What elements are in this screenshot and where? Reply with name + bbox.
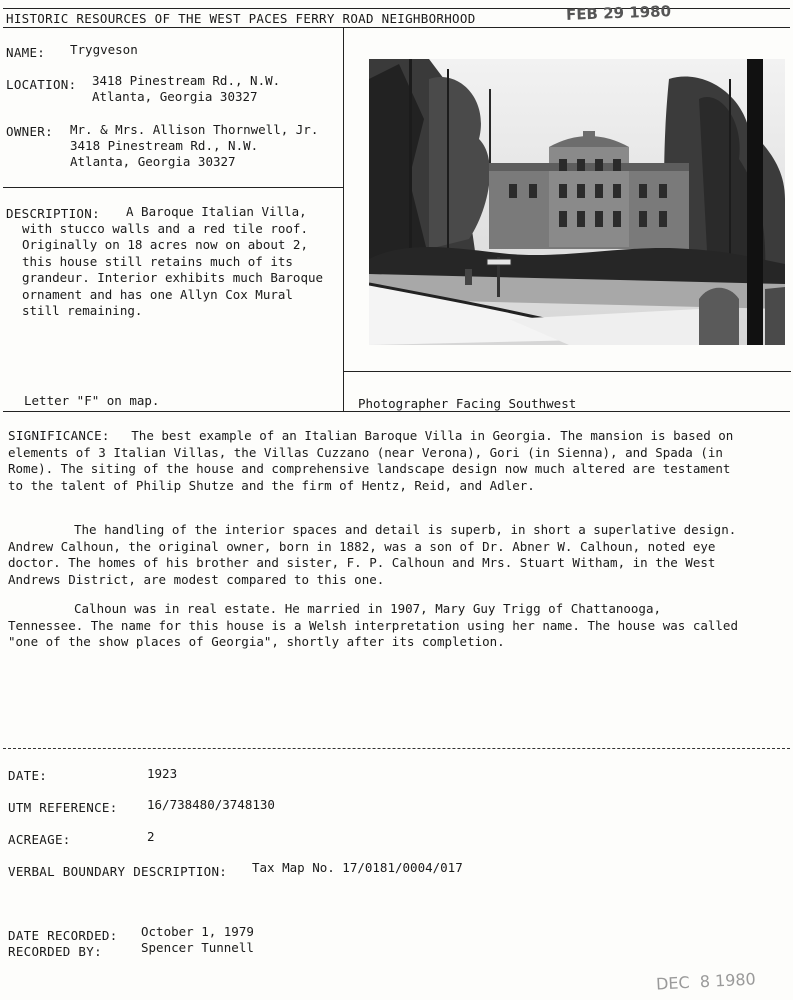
owner-label: OWNER: [6, 124, 53, 139]
header-rule-top [3, 8, 790, 9]
house-photograph [369, 59, 785, 345]
owner-line-3: Atlanta, Georgia 30327 [70, 154, 236, 169]
recorded-date-value: October 1, 1979 [141, 924, 254, 939]
utm-label: UTM REFERENCE: [8, 800, 118, 815]
significance-paragraph-1 [8, 428, 738, 494]
column-divider [343, 27, 344, 411]
owner-line-2: 3418 Pinestream Rd., N.W. [70, 138, 259, 153]
left-section-rule [3, 187, 344, 188]
owner-line-1: Mr. & Mrs. Allison Thornwell, Jr. [70, 122, 319, 137]
location-line-2: Atlanta, Georgia 30327 [92, 89, 258, 104]
recorded-date-label: DATE RECORDED: [8, 928, 118, 943]
recorded-by-label: RECORDED BY: [8, 944, 102, 959]
property-name: Trygveson [70, 42, 138, 57]
significance-text-1: The best example of an Italian Baroque Villa in Georgia. The mansion is based on elements of 3 Italian Villas, the Villas Cuzzano (near Verona), Gori (in Sienna), and Spada (in Rome). The siting of the house and comprehensive landscape design now much altered are testament to the talent of Philip Shutze and the firm of Hentz, Reid, and Adler. [8, 428, 734, 493]
acreage-label: ACREAGE: [8, 832, 71, 847]
description-label: DESCRIPTION: [6, 206, 100, 221]
utm-value: 16/738480/3748130 [147, 797, 275, 812]
acreage-value: 2 [147, 829, 155, 844]
details-rule [3, 748, 790, 749]
received-date-stamp: FEB 29 1980 [565, 2, 672, 24]
significance-paragraph-3: Calhoun was in real estate. He married in 1907, Mary Guy Trigg of Chattanooga, Tennessee. The name for this house is a Welsh interpretation using her name. The house was called "one of the show places of Georgia", shortly after its completion. [8, 601, 738, 649]
photo-caption: Photographer Facing Southwest [358, 396, 577, 411]
header-rule-bottom [3, 27, 790, 28]
boundary-value: Tax Map No. 17/0181/0004/017 [252, 860, 463, 875]
boundary-label: VERBAL BOUNDARY DESCRIPTION: [8, 864, 228, 879]
description-text: A Baroque Italian Villa, with stucco walls and a red tile roof. Originally on 18 acres now on about 2, this house still retains much of its grandeur. Interior exhibits much Baroque ornament and has one Allyn Cox Mural still remaining. [22, 204, 324, 318]
name-label: NAME: [6, 45, 46, 60]
significance-rule-top [3, 411, 790, 412]
date-label: DATE: [8, 768, 48, 783]
bottom-date-stamp: DEC 8 1980 [655, 969, 757, 994]
significance-paragraph-2: The handling of the interior spaces and detail is superb, in short a superlative design. Andrew Calhoun, the original owner, born in 1882, was a son of Dr. Abner W. Calhoun, noted eye doctor. The homes of his brother and sister, F. P. Calhoun and Mrs. Stuart Witham, in the West Andrews District, are modest compared to this one. [8, 522, 737, 587]
significance-label: SIGNIFICANCE: [8, 428, 110, 443]
location-line-1: 3418 Pinestream Rd., N.W. [92, 73, 281, 88]
location-label: LOCATION: [6, 77, 77, 92]
recorded-by-value: Spencer Tunnell [141, 940, 254, 955]
date-value: 1923 [147, 766, 178, 781]
photo-area-rule [343, 371, 791, 372]
house-photo-illustration [369, 59, 785, 345]
document-title: HISTORIC RESOURCES OF THE WEST PACES FERRY ROAD NEIGHBORHOOD [6, 11, 476, 26]
map-note: Letter "F" on map. [24, 393, 160, 408]
